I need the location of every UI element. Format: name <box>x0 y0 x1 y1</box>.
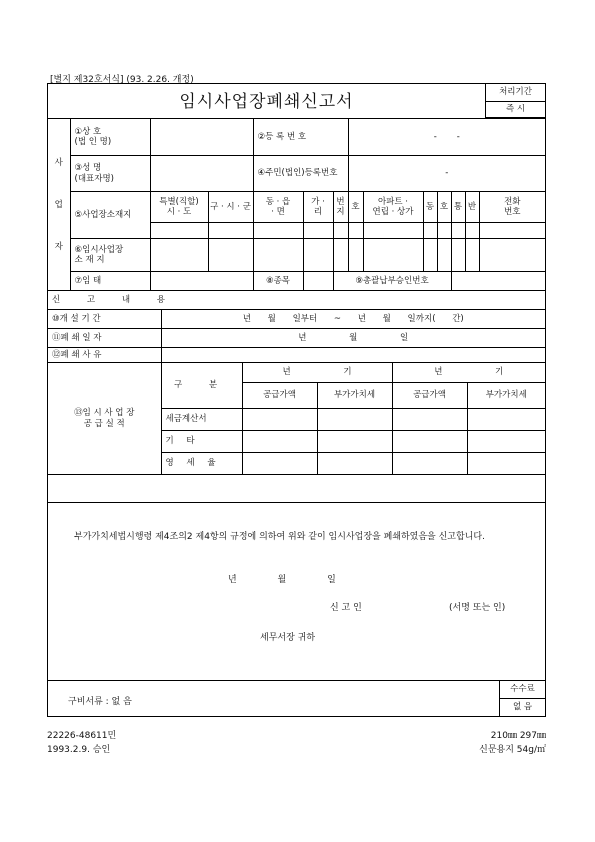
addr-field[interactable] <box>150 223 208 239</box>
addr-field[interactable] <box>479 223 545 239</box>
supply-row-label: 세금계산서 <box>161 409 242 431</box>
supply-cell[interactable] <box>467 431 545 453</box>
recipient-label: 세무서장 귀하 <box>260 633 316 643</box>
addr-field[interactable] <box>437 239 451 272</box>
supply-cell[interactable] <box>392 431 467 453</box>
supply-col: 공급가액 <box>392 383 467 409</box>
addr-field[interactable] <box>303 223 333 239</box>
declaration-date: 년 월 일 <box>228 575 336 585</box>
fee-box <box>499 680 545 716</box>
form-code: 22226-48611민 <box>47 731 117 741</box>
supply-col: 부가가치세 <box>467 383 545 409</box>
item-label: ⑧종목 <box>253 272 303 291</box>
addr-col: 동 · 읍 · 면 <box>253 192 303 223</box>
report-form <box>47 83 546 717</box>
reg-no-field[interactable] <box>348 119 545 156</box>
addr-col: 동 <box>423 192 437 223</box>
dash: - <box>456 131 460 142</box>
paper-size: 210㎜ 297㎜ <box>490 731 546 741</box>
supply-row-label: 영 세 율 <box>161 453 242 475</box>
processing-period-box <box>485 84 545 118</box>
addr-col: 가 · 리 <box>303 192 333 223</box>
supply-cell[interactable] <box>392 409 467 431</box>
year2-label: 년 기 <box>392 363 545 383</box>
group-char: 사 <box>54 157 63 168</box>
processing-period-label: 처리기간 <box>486 84 546 101</box>
addr-field[interactable] <box>348 239 363 272</box>
addr-field[interactable] <box>423 239 437 272</box>
close-date-label: ⑪폐 쇄 일 자 <box>48 329 161 348</box>
temp-site-label: ⑥임시사업장 소 재 지 <box>70 239 150 272</box>
addr-field[interactable] <box>451 223 465 239</box>
resident-no-field[interactable] <box>348 156 545 192</box>
approval-date: 1993.2.9. 승인 <box>47 745 111 755</box>
addr-field[interactable] <box>348 223 363 239</box>
supply-cell[interactable] <box>317 453 392 475</box>
tax-no-field[interactable] <box>451 272 545 291</box>
business-type-label: ⑦임 태 <box>70 272 150 291</box>
addr-field[interactable] <box>465 239 479 272</box>
div-label: 구 분 <box>161 363 242 409</box>
supply-col: 부가가치세 <box>317 383 392 409</box>
supply-cell[interactable] <box>392 453 467 475</box>
addr-col: 아파트 · 연립 · 상가 <box>363 192 423 223</box>
applicant-table <box>48 118 545 291</box>
fee-label: 수수료 <box>500 680 546 698</box>
close-reason-label: ⑫폐 쇄 사 유 <box>48 348 161 363</box>
addr-col: 번 지 <box>333 192 348 223</box>
supply-cell[interactable] <box>242 453 317 475</box>
addr-field[interactable] <box>479 239 545 272</box>
item-field[interactable] <box>303 272 333 291</box>
dash: - <box>445 168 449 179</box>
resident-no-label: ④주민(법인)등록번호 <box>253 156 348 192</box>
addr-field[interactable] <box>363 239 423 272</box>
form-title: 임시사업장폐쇄신고서 <box>179 92 354 112</box>
addr-field[interactable] <box>423 223 437 239</box>
processing-period-value: 즉 시 <box>486 101 546 118</box>
addr-field[interactable] <box>363 223 423 239</box>
addr-col: 호 <box>348 192 363 223</box>
close-date-field[interactable]: 년 월 일 <box>161 329 545 348</box>
addr-field[interactable] <box>333 223 348 239</box>
addr-col: 전화 번호 <box>479 192 545 223</box>
attachments-label: 구비서류 : 없 음 <box>68 697 132 707</box>
business-name-label: ①상 호 (법 인 명) <box>70 119 150 156</box>
divider <box>48 680 545 681</box>
addr-col: 통 <box>451 192 465 223</box>
addr-field[interactable] <box>208 239 253 272</box>
supply-cell[interactable] <box>467 453 545 475</box>
report-table <box>48 290 545 363</box>
signature-label: (서명 또는 인) <box>449 603 506 613</box>
supply-cell[interactable] <box>317 431 392 453</box>
period-label: ⑩개 설 기 간 <box>48 310 161 329</box>
addr-col: 특별(직할) 시 · 도 <box>150 192 208 223</box>
dash: - <box>433 131 437 142</box>
addr-field[interactable] <box>303 239 333 272</box>
addr-field[interactable] <box>208 223 253 239</box>
representative-field[interactable] <box>150 156 253 192</box>
form-number: [별지 제32호서식] (93. 2.26. 개정) <box>50 75 194 85</box>
supply-row-label: 기 타 <box>161 431 242 453</box>
addr-field[interactable] <box>451 239 465 272</box>
group-char: 업 <box>54 199 63 210</box>
reporter-label: 신 고 인 <box>330 603 362 613</box>
addr-col: 반 <box>465 192 479 223</box>
addr-field[interactable] <box>253 239 303 272</box>
supply-label: ⑬임 시 사 업 장 공 급 실 적 <box>48 363 161 475</box>
supply-table <box>48 362 545 475</box>
supply-cell[interactable] <box>242 431 317 453</box>
fee-value: 없 음 <box>500 698 546 716</box>
business-type-field[interactable] <box>150 272 253 291</box>
addr-field[interactable] <box>437 223 451 239</box>
year1-label: 년 기 <box>242 363 392 383</box>
supply-cell[interactable] <box>317 409 392 431</box>
applicant-group-label <box>48 119 70 291</box>
business-name-field[interactable] <box>150 119 253 156</box>
addr-field[interactable] <box>253 223 303 239</box>
report-section-label: 신 고 내 용 <box>48 291 545 310</box>
addr-col: 구 · 시 · 군 <box>208 192 253 223</box>
tax-no-label: ⑨총괄납부승인번호 <box>333 272 451 291</box>
group-char: 자 <box>54 241 63 252</box>
period-field[interactable]: 년 월 일부터 ~ 년 월 일까지( 간) <box>161 310 545 329</box>
addr-field[interactable] <box>465 223 479 239</box>
addr-field[interactable] <box>333 239 348 272</box>
paper-type: 신문용지 54g/㎡ <box>479 745 546 755</box>
supply-cell[interactable] <box>242 409 317 431</box>
addr-field[interactable] <box>150 239 208 272</box>
addr-col: 호 <box>437 192 451 223</box>
reg-no-label: ②등 록 번 호 <box>253 119 348 156</box>
address-label: ⑤사업장소재지 <box>70 192 150 239</box>
representative-label: ③성 명 (대표자명) <box>70 156 150 192</box>
divider <box>48 502 545 504</box>
supply-cell[interactable] <box>467 409 545 431</box>
close-reason-field[interactable] <box>161 348 545 363</box>
supply-col: 공급가액 <box>242 383 317 409</box>
declaration-text: 부가가치세법시행령 제4조의2 제4항의 규정에 의하여 위와 같이 임시사업장을 폐쇄하였음을 신고합니다. <box>74 532 485 542</box>
